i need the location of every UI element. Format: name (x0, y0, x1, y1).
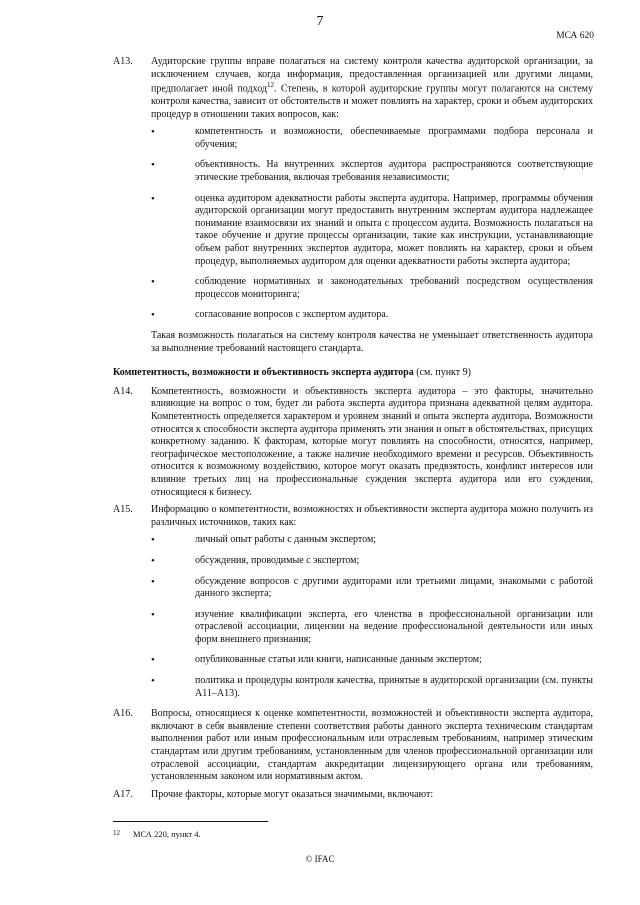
paragraph-label: A15. (113, 504, 133, 516)
list-item: • согласование вопросов с экспертом аудитора. (151, 309, 593, 322)
footnote-divider (113, 821, 268, 822)
paragraph-text: Компетентность, возможности и объективность эксперта аудитора – это факторы, значительно влияющие на вопрос о том, будет ли работа эксперта аудитора признана адекватной целям аудитора. Компетентность определяется характером и уровнем знаний и опыта эксперта аудитора. Возможности относятся к способности эксперта аудитора применять эти знания и опыт в обстоятельствах, присущих конкретному заданию. К факторам, которые могут повлиять на способности, относятся, например, географическое местоположение, а также наличие необходимого времени и ресурсов. Объективность относится к возможному воздействию, которое могут оказать предвзятость, конфликт интересов или влияние третьих лиц на профессиональные суждения эксперта аудитора или его суждения, относящиеся к бизнесу. (151, 385, 593, 498)
section-heading (113, 367, 593, 380)
footnote-reference[interactable]: 12 (267, 81, 275, 90)
section-heading-reference: (см. пункт 9) (413, 367, 471, 379)
list-item: • объективность. На внутренних экспертов аудитора распространяются соответствующие этические требования, включая требования независимости; (151, 159, 593, 184)
list-item: • оценка аудитором адекватности работы эксперта аудитора. Например, программы обучения аудиторской организации могут предоставить внутренним экспертам аудитора надлежащее понимание взаимосвязи их знаний и опыта с процессом аудита. Возможность полагаться на такое обучение и другие процессы организации, такие как инструкции, устанавливающие объем работ внутренних экспертов аудитора, может повлиять на характер, сроки и объем процедур, выполняемых аудитором для оценки адекватности работы эксперта аудитора; (151, 193, 593, 269)
footnote (113, 829, 201, 839)
list-item: • обсуждения, проводимые с экспертом; (151, 555, 593, 568)
list-item: • личный опыт работы с данным экспертом; (151, 534, 593, 547)
footnote-text: МСА 220, пункт 4. (133, 829, 201, 839)
a15-bullet-list (113, 534, 593, 700)
a13-closing-text: Такая возможность полагаться на систему контроля качества не уменьшает ответственность аудитора за выполнение требований настоящего стандарта. (151, 330, 593, 354)
copyright-footer: © IFAC (305, 854, 335, 864)
paragraph-text: Информацию о компетентности, возможностях и объективности эксперта аудитора можно получить из различных источников, таких как: (151, 504, 593, 528)
paragraph-text: Вопросы, относящиеся к оценке компетентности, возможностей и объективности эксперта аудитора, включают в себя выявление степени соответствия работы данного эксперта техническим стандартам выполнения работ или иным профессиональным или отраслевым требованиям, например этическим стандартам или другим требованиям, установленным для членов профессиональной организации или отраслевой ассоциации, стандартам аккредитации лицензирующего органа или требованиям, установленным законом или нормативным актом. (151, 708, 593, 783)
list-item: • опубликованные статьи или книги, написанные данным экспертом; (151, 654, 593, 667)
footnote-mark: 12 (113, 829, 120, 837)
paragraph-label: A16. (113, 708, 133, 720)
paragraph-text: Прочие факторы, которые могут оказаться значимыми, включают: (151, 788, 434, 800)
paragraph-a17 (113, 789, 593, 802)
paragraph-a13 (113, 56, 593, 121)
paragraph-a16 (113, 708, 593, 784)
list-item: • обсуждение вопросов с другими аудиторами или третьими лицами, знакомыми с работой данного эксперта; (151, 576, 593, 601)
list-item: • соблюдение нормативных и законодательных требований посредством осуществления процессов мониторинга; (151, 276, 593, 301)
document-code: МСА 620 (556, 31, 594, 41)
list-item: • компетентность и возможности, обеспечиваемые программами подбора персонала и обучения; (151, 126, 593, 151)
paragraph-a14 (113, 386, 593, 499)
paragraph-label: A14. (113, 385, 133, 397)
paragraph-text: Аудиторские группы вправе полагаться на систему контроля качества аудиторской организации, за исключением случаев, когда информация, предоставленная организацией или другими лицами, предполагает иной подход (151, 56, 593, 95)
document-body (113, 56, 593, 806)
a13-bullet-list (113, 126, 593, 322)
paragraph-label: A13. (113, 56, 133, 67)
paragraph-text-continued: . Степень, в которой аудиторские группы могут полагаются на систему контроля качества, зависит от обстоятельств и может повлиять на характер, сроки и объем аудиторских процедур в отношении таких вопросов, как: (151, 83, 593, 120)
paragraph-a15 (113, 504, 593, 529)
section-heading-title: Компетентность, возможности и объективность эксперта аудитора (113, 367, 414, 379)
page-number: 7 (316, 14, 324, 29)
paragraph-label: A17. (113, 788, 133, 800)
list-item: • политика и процедуры контроля качества, принятые в аудиторской организации (см. пункты А11–А13). (151, 675, 593, 700)
list-item: • изучение квалификации эксперта, его членства в профессиональной организации или отраслевой ассоциации, лицензии на ведение профессиональной деятельности или иных форм внешнего признания; (151, 609, 593, 647)
